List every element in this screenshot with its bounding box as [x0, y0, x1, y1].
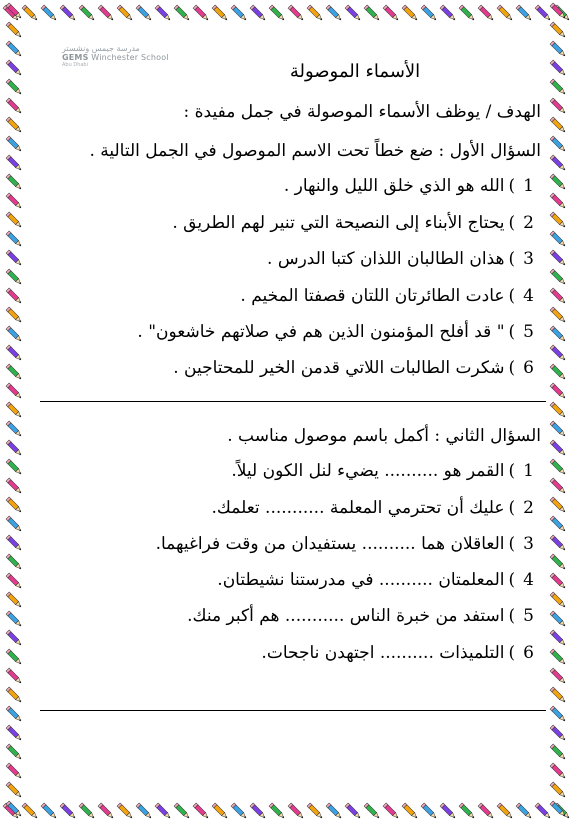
pencil-icon: [79, 803, 95, 819]
pencil-icon: [440, 5, 456, 21]
pencil-icon: [6, 592, 22, 608]
pencil-icon: [550, 402, 566, 418]
pencil-icon: [459, 803, 475, 819]
pencil-icon: [98, 5, 114, 21]
question-1-item: 1)الله هو الذي خلق الليل والنهار .: [283, 176, 534, 196]
pencil-icon: [535, 5, 551, 21]
pencil-icon: [6, 687, 22, 703]
pencil-icon: [550, 136, 566, 152]
pencil-icon: [6, 630, 22, 646]
pencil-icon: [550, 3, 566, 19]
pencil-icon: [79, 5, 95, 21]
pencil-icon: [6, 288, 22, 304]
pencil-icon: [535, 803, 551, 819]
pencil-icon: [6, 136, 22, 152]
pencil-icon: [364, 803, 380, 819]
pencil-icon: [6, 22, 22, 38]
question-2-heading: السؤال الثاني : أكمل باسم موصول مناسب .: [227, 426, 541, 446]
pencil-icon: [307, 803, 323, 819]
pencil-icon: [3, 5, 19, 21]
pencil-icon: [550, 60, 566, 76]
pencil-icon: [440, 803, 456, 819]
pencil-border-bottom: [0, 798, 574, 826]
pencil-icon: [326, 803, 342, 819]
pencil-icon: [6, 250, 22, 266]
logo-school-name: GEMS Winchester School: [62, 53, 169, 62]
pencil-icon: [41, 803, 57, 819]
page-title: الأسماء الموصولة: [289, 61, 421, 82]
pencil-icon: [6, 554, 22, 570]
pencil-icon: [550, 535, 566, 551]
pencil-icon: [6, 421, 22, 437]
pencil-icon: [6, 60, 22, 76]
question-1-item: 5)" قد أفلح المؤمنون الذين هم في صلاتهم خاشعون" .: [137, 322, 534, 342]
pencil-icon: [6, 535, 22, 551]
pencil-icon: [6, 706, 22, 722]
pencil-icon: [269, 5, 285, 21]
pencil-icon: [550, 554, 566, 570]
pencil-icon: [6, 193, 22, 209]
pencil-icon: [6, 174, 22, 190]
pencil-icon: [550, 478, 566, 494]
pencil-icon: [550, 307, 566, 323]
logo-city: Abu Dhabi: [62, 62, 88, 68]
pencil-icon: [550, 155, 566, 171]
pencil-icon: [550, 725, 566, 741]
pencil-icon: [497, 5, 513, 21]
pencil-icon: [550, 516, 566, 532]
pencil-icon: [6, 611, 22, 627]
school-logo: [62, 44, 172, 70]
question-1-item: 3)هذان الطالبان اللذان كتبا الدرس .: [267, 249, 534, 269]
pencil-icon: [174, 803, 190, 819]
pencil-icon: [250, 803, 266, 819]
pencil-icon: [6, 497, 22, 513]
pencil-icon: [550, 174, 566, 190]
question-2-item: 5)استفد من خبرة الناس ........... هم أكبر منك.: [187, 606, 534, 626]
pencil-icon: [550, 288, 566, 304]
question-1-item: 6)شكرت الطالبات اللاتي قدمن الخير للمحتاجين .: [173, 358, 534, 378]
pencil-icon: [98, 803, 114, 819]
pencil-icon: [421, 5, 437, 21]
pencil-icon: [550, 459, 566, 475]
pencil-icon: [6, 801, 22, 817]
pencil-icon: [22, 803, 38, 819]
pencil-icon: [550, 117, 566, 133]
pencil-icon: [6, 459, 22, 475]
pencil-icon: [3, 803, 19, 819]
pencil-icon: [6, 117, 22, 133]
pencil-icon: [6, 478, 22, 494]
pencil-icon: [6, 79, 22, 95]
lesson-goal: الهدف / يوظف الأسماء الموصولة في جمل مفيدة :: [183, 102, 541, 122]
pencil-icon: [554, 5, 570, 21]
pencil-icon: [550, 763, 566, 779]
pencil-icon: [269, 803, 285, 819]
question-2-item: 3)العاقلان هما .......... يستفيدان من وقت فراغيهما.: [155, 534, 534, 554]
pencil-icon: [550, 421, 566, 437]
pencil-icon: [550, 383, 566, 399]
pencil-icon: [550, 687, 566, 703]
pencil-icon: [550, 668, 566, 684]
pencil-icon: [550, 744, 566, 760]
pencil-icon: [550, 41, 566, 57]
pencil-icon: [6, 782, 22, 798]
pencil-icon: [6, 668, 22, 684]
pencil-icon: [6, 41, 22, 57]
section-divider: [40, 710, 546, 711]
pencil-icon: [364, 5, 380, 21]
pencil-icon: [6, 763, 22, 779]
pencil-icon: [383, 803, 399, 819]
pencil-icon: [459, 5, 475, 21]
pencil-icon: [550, 801, 566, 817]
pencil-icon: [550, 497, 566, 513]
pencil-icon: [516, 5, 532, 21]
pencil-icon: [155, 803, 171, 819]
pencil-icon: [60, 5, 76, 21]
pencil-icon: [6, 307, 22, 323]
pencil-icon: [117, 803, 133, 819]
question-1-item: 4)عادت الطائرتان اللتان قصفتا المخيم .: [240, 286, 534, 306]
pencil-icon: [345, 803, 361, 819]
pencil-icon: [6, 3, 22, 19]
pencil-icon: [550, 250, 566, 266]
pencil-icon: [6, 725, 22, 741]
pencil-icon: [155, 5, 171, 21]
pencil-icon: [6, 402, 22, 418]
pencil-icon: [193, 803, 209, 819]
pencil-icon: [550, 782, 566, 798]
pencil-icon: [6, 269, 22, 285]
pencil-icon: [6, 345, 22, 361]
question-2-item: 6)التلميذات .......... اجتهدن ناجحات.: [261, 643, 534, 663]
pencil-icon: [288, 803, 304, 819]
pencil-icon: [307, 5, 323, 21]
pencil-icon: [550, 364, 566, 380]
pencil-icon: [383, 5, 399, 21]
pencil-icon: [550, 212, 566, 228]
pencil-icon: [550, 630, 566, 646]
pencil-icon: [402, 5, 418, 21]
pencil-icon: [550, 573, 566, 589]
pencil-icon: [136, 5, 152, 21]
pencil-icon: [550, 592, 566, 608]
question-2-item: 1)القمر هو .......... يضيء لنل الكون ليلاً.: [231, 461, 534, 481]
pencil-icon: [6, 364, 22, 380]
pencil-icon: [550, 22, 566, 38]
pencil-icon: [6, 326, 22, 342]
pencil-icon: [550, 440, 566, 456]
pencil-icon: [550, 193, 566, 209]
pencil-icon: [550, 79, 566, 95]
section-divider: [40, 401, 546, 402]
logo-arabic-text: مدرسة جيمس ونشستر: [62, 44, 140, 53]
pencil-border-left: [0, 0, 30, 826]
pencil-border-right: [544, 0, 574, 826]
question-1-heading: السؤال الأول : ضع خطاً تحت الاسم الموصول في الجمل التالية .: [89, 141, 541, 161]
pencil-icon: [516, 803, 532, 819]
pencil-icon: [6, 649, 22, 665]
pencil-icon: [550, 326, 566, 342]
question-2-item: 2)عليك أن تحترمي المعلمة ........... تعلمك.: [211, 498, 534, 518]
pencil-icon: [497, 803, 513, 819]
pencil-icon: [22, 5, 38, 21]
pencil-icon: [174, 5, 190, 21]
question-1-item: 2)يحتاج الأبناء إلى النصيحة التي تنير لهم الطريق .: [172, 213, 534, 233]
pencil-icon: [550, 231, 566, 247]
pencil-icon: [6, 516, 22, 532]
pencil-icon: [6, 212, 22, 228]
pencil-icon: [250, 5, 266, 21]
pencil-border-top: [0, 0, 574, 28]
pencil-icon: [554, 803, 570, 819]
question-2-item: 4)المعلمتان .......... في مدرستنا نشيطتان.: [217, 570, 534, 590]
pencil-icon: [550, 345, 566, 361]
pencil-icon: [550, 706, 566, 722]
pencil-icon: [402, 803, 418, 819]
pencil-icon: [6, 98, 22, 114]
pencil-icon: [212, 5, 228, 21]
pencil-icon: [136, 803, 152, 819]
pencil-icon: [550, 611, 566, 627]
pencil-icon: [6, 231, 22, 247]
pencil-icon: [288, 5, 304, 21]
pencil-icon: [550, 269, 566, 285]
pencil-icon: [550, 649, 566, 665]
pencil-icon: [6, 440, 22, 456]
pencil-icon: [345, 5, 361, 21]
pencil-icon: [212, 803, 228, 819]
pencil-icon: [6, 155, 22, 171]
pencil-icon: [117, 5, 133, 21]
pencil-icon: [478, 5, 494, 21]
pencil-icon: [550, 98, 566, 114]
pencil-icon: [478, 803, 494, 819]
pencil-icon: [6, 744, 22, 760]
pencil-icon: [6, 383, 22, 399]
pencil-icon: [60, 803, 76, 819]
pencil-icon: [326, 5, 342, 21]
pencil-icon: [6, 573, 22, 589]
pencil-icon: [41, 5, 57, 21]
pencil-icon: [231, 5, 247, 21]
pencil-icon: [421, 803, 437, 819]
pencil-icon: [193, 5, 209, 21]
pencil-icon: [231, 803, 247, 819]
